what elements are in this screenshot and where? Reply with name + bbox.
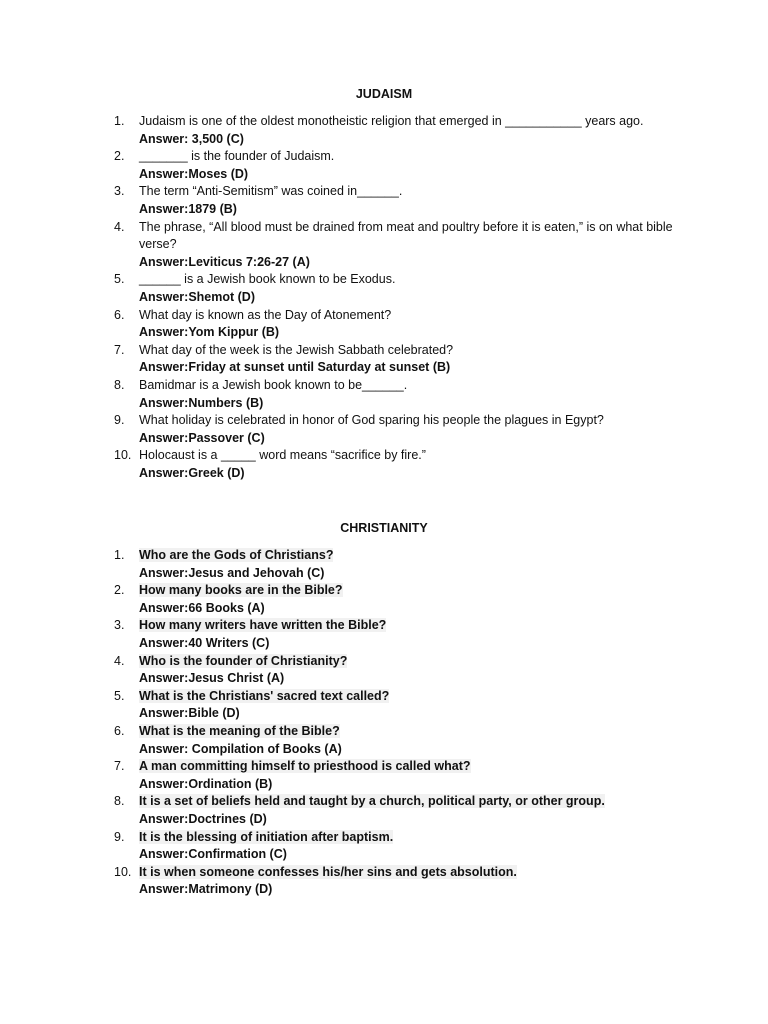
section-judaism bbox=[0, 86, 768, 482]
question-line bbox=[139, 653, 708, 671]
list-item bbox=[0, 377, 768, 412]
answer-text: Answer: Compilation of Books (A) bbox=[139, 741, 342, 756]
question-number: 5. bbox=[114, 688, 125, 703]
question-number: 7. bbox=[114, 759, 125, 774]
question-text: A man committing himself to priesthood is called what? bbox=[139, 759, 471, 774]
list-item bbox=[0, 829, 768, 864]
answer-text: Answer:Greek (D) bbox=[139, 465, 245, 480]
question-number: 5. bbox=[114, 272, 125, 287]
question-line bbox=[139, 617, 708, 635]
question-number: 2. bbox=[114, 149, 125, 164]
question-text: Judaism is one of the oldest monotheistic religion that emerged in ___________ years ago. bbox=[139, 114, 644, 128]
list-item bbox=[0, 113, 768, 148]
question-number: 3. bbox=[114, 184, 125, 199]
answer-text: Answer:Doctrines (D) bbox=[139, 811, 267, 826]
question-number: 4. bbox=[114, 219, 125, 234]
list-item bbox=[0, 582, 768, 617]
answer-text: Answer:Bible (D) bbox=[139, 706, 240, 721]
list-item bbox=[0, 758, 768, 793]
question-text: What is the meaning of the Bible? bbox=[139, 723, 340, 738]
answer-text: Answer:Matrimony (D) bbox=[139, 882, 273, 897]
question-number: 6. bbox=[114, 307, 125, 322]
list-item bbox=[0, 617, 768, 652]
question-text: ______ is a Jewish book known to be Exodus. bbox=[139, 272, 396, 287]
answer-text: Answer:Numbers (B) bbox=[139, 395, 264, 410]
question-number: 1. bbox=[114, 548, 125, 562]
answer-text: Answer:1879 (B) bbox=[139, 201, 237, 216]
question-number: 10. bbox=[114, 448, 132, 463]
list-item bbox=[0, 723, 768, 758]
question-number: 10. bbox=[114, 864, 132, 879]
question-text: How many writers have written the Bible? bbox=[139, 618, 387, 633]
question-text: It is a set of beliefs held and taught by a church, political party, or other group. bbox=[139, 794, 605, 809]
question-text: It is when someone confesses his/her sins and gets absolution. bbox=[139, 864, 517, 879]
question-line bbox=[139, 582, 708, 600]
question-text: What is the Christians' sacred text called? bbox=[139, 688, 390, 703]
question-text: How many books are in the Bible? bbox=[139, 583, 343, 598]
list-item bbox=[0, 793, 768, 828]
list-item bbox=[0, 148, 768, 183]
question-number: 9. bbox=[114, 413, 125, 428]
question-text: The phrase, “All blood must be drained from meat and poultry before it is eaten,” is on what bible verse? bbox=[139, 219, 673, 252]
answer-text: Answer:Friday at sunset until Saturday at sunset (B) bbox=[139, 360, 451, 375]
question-text: It is the blessing of initiation after baptism. bbox=[139, 829, 394, 844]
question-text: What holiday is celebrated in honor of God sparing his people the plagues in Egypt? bbox=[139, 413, 604, 428]
question-line bbox=[139, 793, 708, 811]
question-line bbox=[139, 758, 708, 776]
list-item bbox=[0, 864, 768, 899]
answer-text: Answer:Jesus and Jehovah (C) bbox=[139, 565, 325, 580]
question-number: 2. bbox=[114, 583, 125, 598]
answer-text: Answer:66 Books (A) bbox=[139, 600, 265, 615]
list-item bbox=[0, 219, 768, 272]
question-text: The term “Anti-Semitism” was coined in______. bbox=[139, 184, 403, 199]
answer-text: Answer:Moses (D) bbox=[139, 166, 249, 181]
answer-text: Answer:Passover (C) bbox=[139, 430, 265, 445]
question-number: 7. bbox=[114, 342, 125, 357]
question-line bbox=[139, 723, 708, 741]
answer-text: Answer:Leviticus 7:26-27 (A) bbox=[139, 254, 310, 269]
answer-text: Answer:40 Writers (C) bbox=[139, 635, 270, 650]
question-text: Bamidmar is a Jewish book known to be______. bbox=[139, 377, 408, 392]
list-item bbox=[0, 183, 768, 218]
list-item bbox=[0, 307, 768, 342]
question-text: What day is known as the Day of Atonement? bbox=[139, 307, 392, 322]
list-item bbox=[0, 271, 768, 306]
answer-text: Answer:Confirmation (C) bbox=[139, 847, 287, 862]
section-christianity bbox=[0, 520, 768, 899]
list-item bbox=[0, 412, 768, 447]
answer-text: Answer: 3,500 (C) bbox=[139, 131, 244, 146]
question-number: 8. bbox=[114, 377, 125, 392]
list-item bbox=[0, 688, 768, 723]
answer-text: Answer:Jesus Christ (A) bbox=[139, 671, 285, 686]
list-item bbox=[0, 653, 768, 688]
question-list bbox=[0, 547, 768, 899]
question-number: 3. bbox=[114, 618, 125, 633]
answer-text: Answer:Shemot (D) bbox=[139, 289, 255, 304]
question-number: 1. bbox=[114, 114, 125, 128]
question-line bbox=[139, 829, 708, 847]
question-list bbox=[0, 113, 768, 482]
list-item bbox=[0, 547, 768, 582]
question-text: Holocaust is a _____ word means “sacrifice by fire.” bbox=[139, 448, 426, 463]
question-text: Who is the founder of Christianity? bbox=[139, 653, 348, 668]
section-title: JUDAISM bbox=[355, 87, 413, 101]
question-text: _______ is the founder of Judaism. bbox=[139, 149, 335, 164]
question-line bbox=[139, 688, 708, 706]
list-item bbox=[0, 447, 768, 482]
section-title: CHRISTIANITY bbox=[340, 521, 428, 535]
question-number: 6. bbox=[114, 723, 125, 738]
question-number: 4. bbox=[114, 653, 125, 668]
question-number: 8. bbox=[114, 794, 125, 809]
list-item bbox=[0, 342, 768, 377]
question-text: Who are the Gods of Christians? bbox=[139, 548, 334, 562]
question-line bbox=[139, 547, 708, 565]
question-text: What day of the week is the Jewish Sabbath celebrated? bbox=[139, 342, 454, 357]
answer-text: Answer:Ordination (B) bbox=[139, 776, 273, 791]
question-number: 9. bbox=[114, 829, 125, 844]
question-line bbox=[139, 864, 708, 882]
answer-text: Answer:Yom Kippur (B) bbox=[139, 325, 280, 340]
